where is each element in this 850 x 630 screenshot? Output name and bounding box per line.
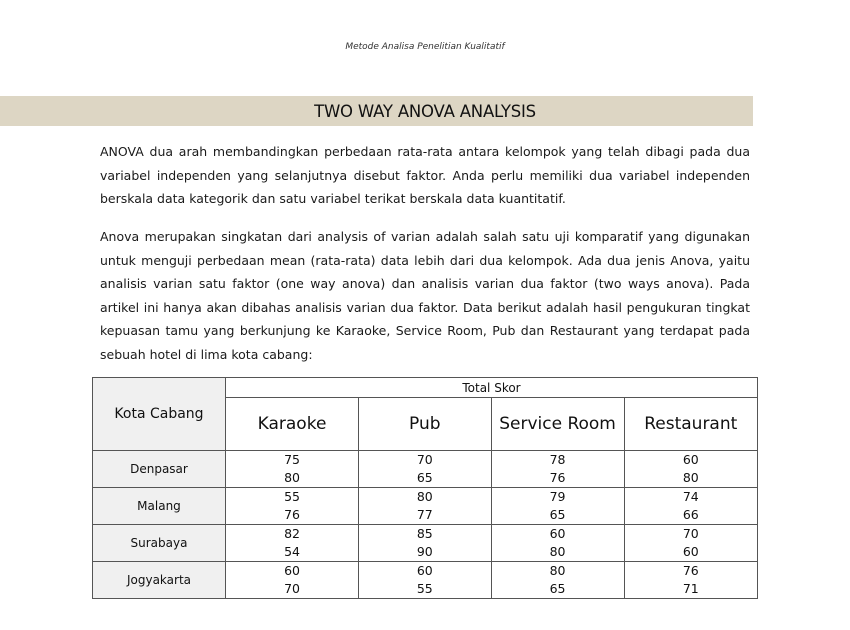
score-value: 78 — [549, 452, 566, 467]
score-value: 82 — [284, 526, 300, 541]
score-value: 80 — [416, 489, 433, 504]
score-value: 90 — [416, 544, 433, 559]
score-value: 65 — [549, 507, 566, 522]
score-value: 60 — [284, 563, 300, 578]
running-header: Metode Analisa Penelitian Kualitatif — [345, 42, 505, 52]
section-title: TWO WAY ANOVA ANALYSIS — [314, 102, 536, 121]
table-row — [93, 525, 758, 562]
score-value: 80 — [549, 563, 566, 578]
group-header-total-score: Total Skor — [225, 378, 757, 398]
city-cell: Jogyakarta — [93, 562, 226, 599]
score-cell — [225, 562, 358, 599]
table-row — [93, 562, 758, 599]
score-value: 60 — [549, 526, 566, 541]
score-value: 75 — [284, 452, 300, 467]
table-row — [93, 488, 758, 525]
score-value: 60 — [682, 452, 699, 467]
score-cell — [225, 451, 358, 488]
score-value: 65 — [549, 581, 566, 596]
score-value: 66 — [682, 507, 699, 522]
score-value: 71 — [682, 581, 699, 596]
city-cell: Denpasar — [93, 451, 226, 488]
score-value: 54 — [284, 544, 300, 559]
score-cell — [491, 451, 624, 488]
score-value: 60 — [682, 544, 699, 559]
column-header-service-room: Service Room — [491, 398, 624, 451]
score-value: 76 — [549, 470, 566, 485]
score-cell — [359, 488, 492, 525]
score-value: 76 — [284, 507, 300, 522]
city-cell: Malang — [93, 488, 226, 525]
score-value: 80 — [682, 470, 699, 485]
score-cell — [225, 525, 358, 562]
score-cell — [225, 488, 358, 525]
score-cell — [359, 451, 492, 488]
score-value: 77 — [416, 507, 433, 522]
score-cell — [624, 562, 757, 599]
column-header-restaurant: Restaurant — [624, 398, 757, 451]
score-value: 60 — [416, 563, 433, 578]
score-cell — [624, 525, 757, 562]
table-row — [93, 451, 758, 488]
table-header-row — [93, 378, 758, 398]
score-value: 65 — [416, 470, 433, 485]
score-cell — [624, 488, 757, 525]
score-value: 55 — [416, 581, 433, 596]
score-value: 80 — [549, 544, 566, 559]
score-cell — [624, 451, 757, 488]
score-cell — [359, 525, 492, 562]
section-title-band — [0, 96, 753, 126]
column-header-karaoke: Karaoke — [225, 398, 358, 451]
paragraph-anova-definition: Anova merupakan singkatan dari analysis of varian adalah salah satu uji komparatif yang digunakan untuk menguji perbedaan mean (rata-rata) data lebih dari dua kelompok. Ada dua jenis Anova, yaitu analisis varian satu faktor (one way anova) dan analisis varian dua faktor (two ways anova). Pada artikel ini hanya akan dibahas analisis varian dua faktor. Data berikut adalah hasil pengukuran tingkat kepuasan tamu yang berkunjung ke Karaoke, Service Room, Pub dan Restaurant yang terdapat pada sebuah hotel di lima kota cabang: — [100, 229, 750, 362]
score-value: 76 — [682, 563, 699, 578]
score-value: 70 — [682, 526, 699, 541]
row-header-city: Kota Cabang — [93, 378, 226, 451]
score-value: 70 — [416, 452, 433, 467]
score-value: 85 — [416, 526, 433, 541]
score-table — [92, 377, 758, 599]
score-value: 74 — [682, 489, 699, 504]
score-value: 70 — [284, 581, 300, 596]
score-value: 79 — [549, 489, 566, 504]
column-header-pub: Pub — [359, 398, 492, 451]
city-cell: Surabaya — [93, 525, 226, 562]
score-cell — [491, 562, 624, 599]
score-value: 80 — [284, 470, 300, 485]
paragraph-intro: ANOVA dua arah membandingkan perbedaan rata-rata antara kelompok yang telah dibagi pada dua variabel independen yang selanjutnya disebut faktor. Anda perlu memiliki dua variabel independen berskala data kategorik dan satu variabel terikat berskala data kuantitatif. — [100, 144, 750, 206]
score-cell — [491, 525, 624, 562]
score-cell — [491, 488, 624, 525]
score-cell — [359, 562, 492, 599]
score-value: 55 — [284, 489, 300, 504]
